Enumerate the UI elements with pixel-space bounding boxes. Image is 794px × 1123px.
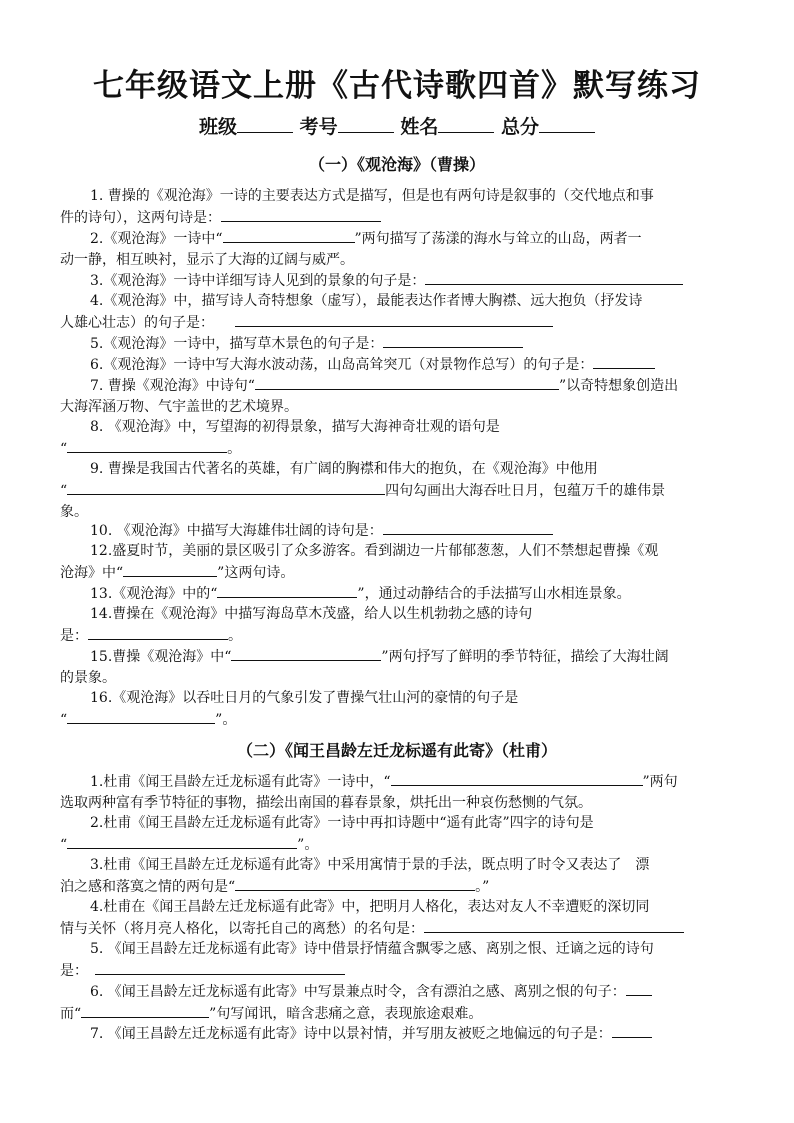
question-item: 5. 《闻王昌龄左迁龙标遥有此寄》诗中借景抒情蕴含飘零之感、离别之恨、迁谪之远的诗句 是： — [60, 941, 654, 979]
answer-blank — [424, 918, 684, 933]
question-item: 2.杜甫《闻王昌龄左迁龙标遥有此寄》一诗中再扣诗题中“遥有此寄”四字的诗句是 “ ”。 — [60, 815, 594, 853]
question-item: 4.《观沧海》中，描写诗人奇特想象（虚写），最能表达作者博大胸襟、远大抱负（抒发诗 人雄心壮志）的句子是： — [60, 293, 643, 331]
question-item: 1.杜甫《闻王昌龄左迁龙标遥有此寄》一诗中，“ ”两句 选取两种富有季节特征的事物，描绘出南国的暮春景象，烘托出一种哀伤愁恻的气氛。 — [60, 771, 736, 814]
answer-blank — [81, 1003, 209, 1018]
answer-blank — [217, 583, 357, 598]
answer-blank — [235, 312, 553, 327]
question-item: 6. 《闻王昌龄左迁龙标遥有此寄》中写景兼点时令，含有漂泊之感、离别之恨的句子： 而“ ”句写闻讯，暗含悲痛之意，表现旅途艰难。 — [60, 981, 736, 1025]
answer-blank — [221, 207, 381, 222]
name-label: 姓名 — [400, 116, 439, 138]
answer-blank — [593, 354, 655, 369]
answer-blank — [231, 646, 381, 661]
answer-blank — [95, 960, 345, 975]
question-item: 7. 曹操《观沧海》中诗句“ ”以奇特想象创造出 大海浑涵万物、气宇盖世的艺术境界。 — [60, 375, 736, 418]
question-item: 15.曹操《观沧海》中“ ”两句抒写了鲜明的季节特征，描绘了大海壮阔 的景象。 — [60, 646, 736, 689]
question-item: 10. 《观沧海》中描写大海雄伟壮阔的诗句是： — [60, 520, 736, 542]
question-item: 7. 《闻王昌龄左迁龙标遥有此寄》诗中以景衬情，并写朋友被贬之地偏远的句子是： — [60, 1023, 736, 1045]
answer-blank — [425, 270, 683, 285]
answer-blank — [626, 981, 652, 996]
section-heading: （一）《观沧海》（曹操） — [308, 155, 485, 174]
question-item: 14.曹操在《观沧海》中描写海岛草木茂盛，给人以生机勃勃之感的诗句 是： 。 — [60, 606, 533, 644]
question-item: 13.《观沧海》中的“ ”，通过动静结合的手法描写山水相连景象。 — [60, 583, 736, 605]
question-item: 3.杜甫《闻王昌龄左迁龙标遥有此寄》中采用寓情于景的手法，既点明了时令又表达了 漂 泊之感和落寞之情的两句是“ 。” — [60, 857, 650, 895]
question-item: 5.《观沧海》一诗中，描写草木景色的句子是： — [60, 333, 736, 355]
exam-number-blank — [338, 114, 394, 133]
answer-blank — [67, 709, 215, 724]
answer-blank — [383, 520, 553, 535]
question-item: 12.盛夏时节，美丽的景区吸引了众多游客。看到湖边一片郁郁葱葱，人们不禁想起曹操《观 沧海》中“ ”这两句诗。 — [60, 543, 659, 581]
answer-blank — [123, 562, 217, 577]
question-item: 16.《观沧海》以吞吐日月的气象引发了曹操气壮山河的豪情的句子是 “ ”。 — [60, 690, 519, 728]
page-title: 七年级语文上册《古代诗歌四首》默写练习 — [93, 68, 701, 104]
question-item: 6.《观沧海》一诗中写大海水波动荡，山岛高耸突兀（对景物作总写）的句子是： — [60, 354, 736, 376]
score-blank — [539, 114, 595, 133]
answer-blank — [67, 480, 385, 495]
question-item: 4.杜甫在《闻王昌龄左迁龙标遥有此寄》中，把明月人格化，表达对友人不幸遭贬的深切同 情与关怀（将月亮人格化，以寄托自己的离愁）的名句是： — [60, 897, 736, 940]
answer-blank — [67, 834, 297, 849]
exam-number-label: 考号 — [299, 116, 338, 138]
answer-blank — [612, 1023, 652, 1038]
question-item: 8. 《观沧海》中，写望海的初得景象，描写大海神奇壮观的语句是 “ 。 — [60, 419, 500, 457]
question-item: 9. 曹操是我国古代著名的英雄，有广阔的胸襟和伟大的抱负，在《观沧海》中他用 “ 四句勾画出大海吞吐日月，包蕴万千的雄伟景 象。 — [60, 461, 666, 520]
question-item: 1. 曹操的《观沧海》一诗的主要表达方式是描写，但是也有两句诗是叙事的（交代地点和事 件的诗句），这两句诗是： — [60, 188, 654, 226]
answer-blank — [223, 228, 355, 243]
answer-blank — [88, 625, 228, 640]
answer-blank — [67, 438, 227, 453]
answer-blank — [391, 771, 643, 786]
class-blank — [237, 114, 293, 133]
question-item: 3.《观沧海》一诗中详细写诗人见到的景象的句子是： — [60, 270, 736, 292]
score-label: 总分 — [500, 116, 539, 138]
answer-blank — [255, 375, 559, 390]
student-info-line — [0, 112, 794, 139]
question-item: 2.《观沧海》一诗中“ ”两句描写了荡漾的海水与耸立的山岛，两者一 动一静，相互映衬，显示了大海的辽阔与威严。 — [60, 228, 736, 271]
answer-blank — [383, 333, 523, 348]
answer-blank — [235, 876, 475, 891]
name-blank — [438, 114, 494, 133]
section-heading: （二）《闻王昌龄左迁龙标遥有此寄》（杜甫） — [236, 741, 557, 760]
class-label: 班级 — [199, 116, 238, 138]
